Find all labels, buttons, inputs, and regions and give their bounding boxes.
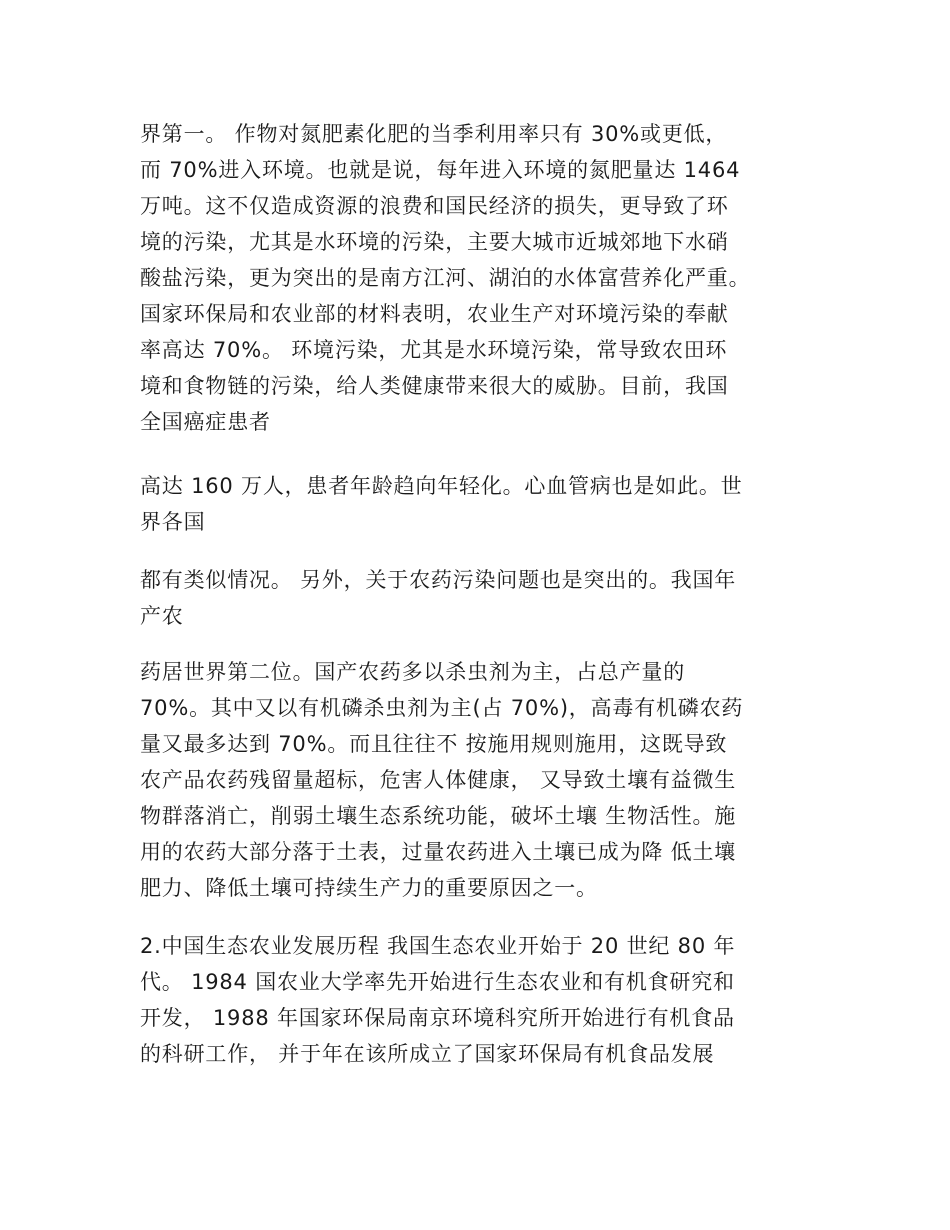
text-line: 都有类似情况。 另外，关于农药污染问题也是突出的。我国年 xyxy=(140,568,737,592)
text-line: 70%。其中又以有机磷杀虫剂为主(占 70%)，高毒有机磷农药 xyxy=(140,696,744,720)
text-line: 产农 xyxy=(140,604,184,628)
text-line: 境和食物链的污染，给人类健康带来很大的威胁。目前，我国 xyxy=(140,374,729,398)
text-line: 界各国 xyxy=(140,510,206,534)
text-line: 的科研工作， 并于年在该所成立了国家环保局有机食品发展 xyxy=(140,1042,715,1066)
text-line: 率高达 70%。 环境污染，尤其是水环境污染，常导致农田环 xyxy=(140,338,728,362)
text-line: 境的污染，尤其是水环境的污染，主要大城市近城郊地下水硝 xyxy=(140,230,729,254)
text-line: 物群落消亡，削弱土壤生态系统功能，破坏土壤 生物活性。施 xyxy=(140,804,737,828)
text-line: 高达 160 万人，患者年龄趋向年轻化。心血管病也是如此。世 xyxy=(140,474,743,498)
text-line: 农产品农药残留量超标，危害人体健康， 又导致土壤有益微生 xyxy=(140,768,737,792)
paragraph-pesticide-intro xyxy=(140,562,820,634)
paragraph-nitrogen-pollution xyxy=(140,116,820,440)
text-line: 2.中国生态农业发展历程 我国生态农业开始于 20 世纪 80 年 xyxy=(140,934,736,958)
text-line: 国家环保局和农业部的材料表明，农业生产对环境污染的奉献 xyxy=(140,302,729,326)
paragraph-pesticide-usage xyxy=(140,654,820,906)
text-line: 而 70%进入环境。也就是说，每年进入环境的氮肥量达 1464 xyxy=(140,158,741,182)
text-line: 开发， 1988 年国家环保局南京环境科究所开始进行有机食品 xyxy=(140,1006,735,1030)
text-line: 界第一。 作物对氮肥素化肥的当季利用率只有 30%或更低， xyxy=(140,122,728,146)
text-line: 量又最多达到 70%。而且往往不 按施用规则施用，这既导致 xyxy=(140,732,728,756)
text-line: 药居世界第二位。国产农药多以杀虫剂为主，占总产量的 xyxy=(140,660,685,684)
paragraph-cancer-patients xyxy=(140,468,820,540)
paragraph-eco-agriculture-history xyxy=(140,928,820,1072)
text-line: 用的农药大部分落于土表，过量农药进入土壤已成为降 低土壤 xyxy=(140,840,737,864)
text-line: 代。 1984 国农业大学率先开始进行生态农业和有机食研究和 xyxy=(140,970,735,994)
text-line: 万吨。这不仅造成资源的浪费和国民经济的损失，更导致了环 xyxy=(140,194,729,218)
text-line: 全国癌症患者 xyxy=(140,410,271,434)
text-line: 肥力、降低土壤可持续生产力的重要原因之一。 xyxy=(140,876,598,900)
text-line: 酸盐污染，更为突出的是南方江河、湖泊的水体富营养化严重。 xyxy=(140,266,751,290)
